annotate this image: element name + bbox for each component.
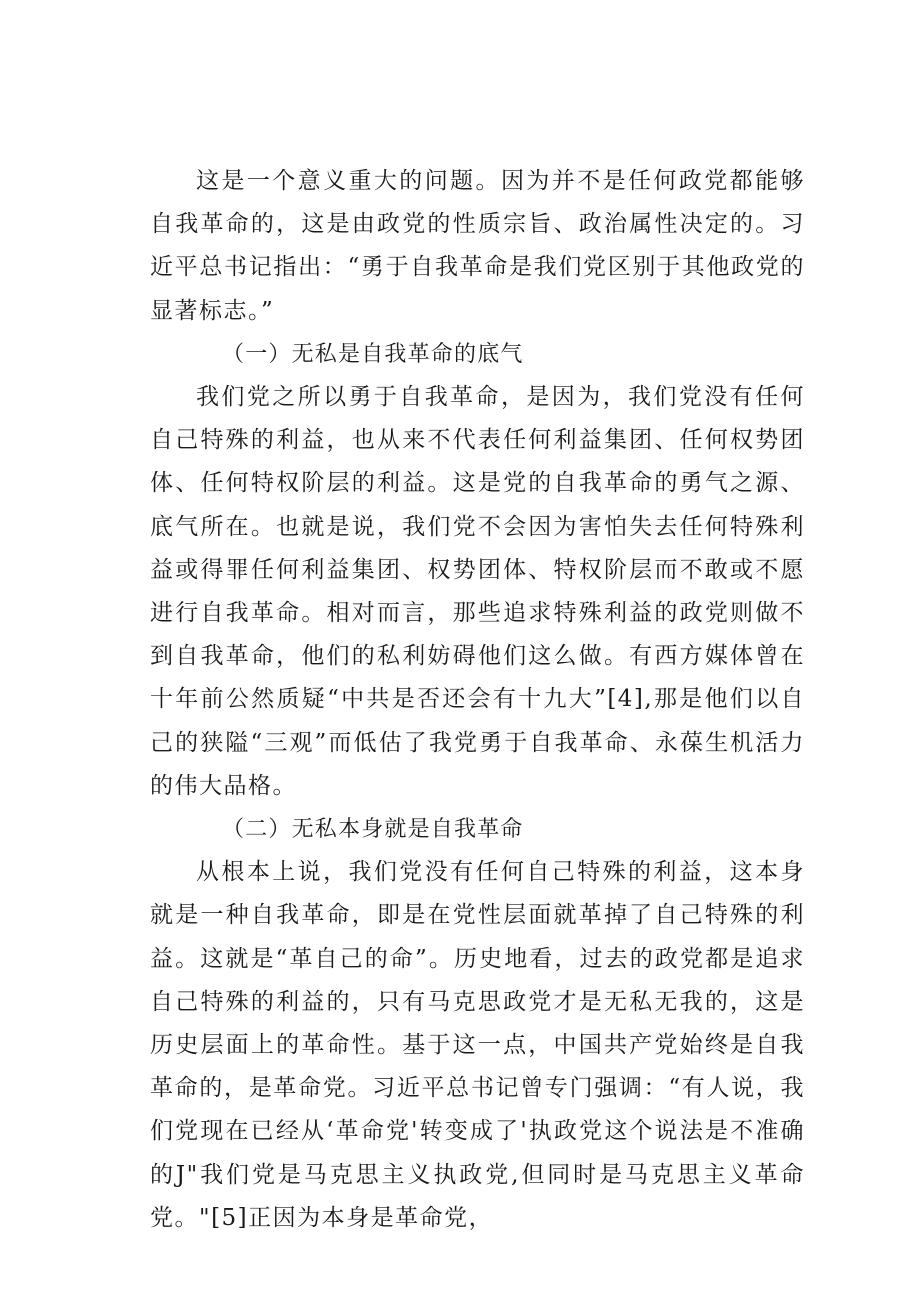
paragraph-intro: 这是一个意义重大的问题。因为并不是任何政党都能够自我革命的，这是由政党的性质宗旨、政治属性决定的。习近平总书记指出：“勇于自我革命是我们党区别于其他政党的显著标志。” — [150, 168, 805, 324]
document-body — [150, 160, 805, 1240]
section-heading-2: （二）无私本身就是自我革命 — [222, 817, 524, 843]
section-heading-1: （一）无私是自我革命的底气 — [222, 341, 524, 367]
paragraph-section-1: 我们党之所以勇于自我革命，是因为，我们党没有任何自己特殊的利益，也从来不代表任何利益集团、任何权势团体、任何特权阶层的利益。这是党的自我革命的勇气之源、底气所在。也就是说，我们党不会因为害怕失去任何特殊利益或得罪任何利益集团、权势团体、特权阶层而不敢或不愿进行自我革命。相对而言，那些追求特殊利益的政党则做不到自我革命，他们的私利妨碍他们这么做。有西方媒体曾在十年前公然质疑“中共是否还会有十九大”[4],那是他们以自己的狭隘“三观”而低估了我党勇于自我革命、永葆生机活力的伟大品格。 — [150, 384, 805, 799]
paragraph-section-2: 从根本上说，我们党没有任何自己特殊的利益，这本身就是一种自我革命，即是在党性层面就革掉了自己特殊的利益。这就是“革自己的命”。历史地看，过去的政党都是追求自己特殊的利益的，只有马克思政党才是无私无我的，这是历史层面上的革命性。基于这一点，中国共产党始终是自我革命的，是革命党。习近平总书记曾专门强调：“有人说，我们党现在已经从‘革命党'转变成了'执政党这个说法是不准确的J"我们党是马克思主义执政党,但同时是马克思主义革命党。"[5]正因为本身是革命党， — [150, 859, 805, 1231]
